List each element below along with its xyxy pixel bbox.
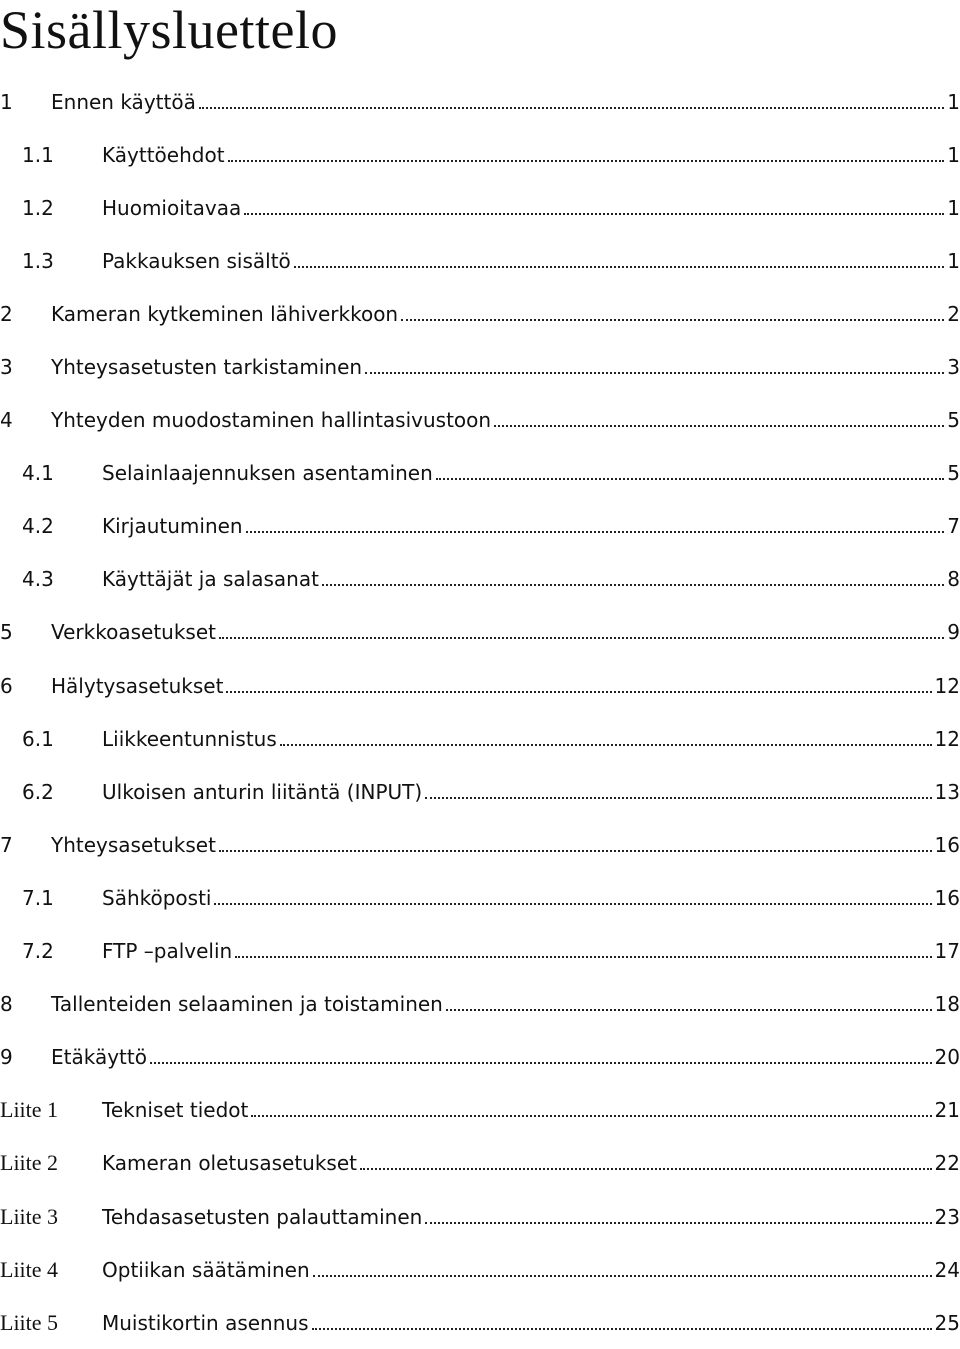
toc-entry-label[interactable]: Pakkauksen sisältö (102, 248, 291, 273)
toc-entry-page-number[interactable]: 22 (934, 1151, 960, 1176)
toc-entry-page-number[interactable]: 1 (947, 142, 960, 167)
toc-entry-number: 7 (0, 832, 13, 857)
toc-entry-page-number[interactable]: 17 (934, 939, 960, 964)
toc-entry[interactable] (0, 606, 960, 659)
toc-entry[interactable] (0, 659, 960, 712)
toc-dot-leader (312, 1328, 932, 1330)
toc-entry-label[interactable]: Etäkäyttö (51, 1045, 147, 1070)
toc-entry-body (51, 978, 960, 1031)
toc-dot-leader (313, 1275, 932, 1277)
toc-dot-leader (446, 1009, 932, 1011)
toc-dot-leader (235, 956, 931, 958)
toc-entry-page-number[interactable]: 12 (934, 726, 960, 751)
toc-entry-number: 7.1 (22, 885, 54, 910)
toc-entry-body (102, 447, 960, 500)
toc-entry-body (102, 1137, 960, 1190)
toc-entry-body (102, 712, 960, 765)
toc-entry-label[interactable]: Tehdasasetusten palauttaminen (102, 1204, 423, 1229)
toc-entry-label[interactable]: Liikkeentunnistus (102, 726, 277, 751)
toc-entry-number: Liite 2 (0, 1150, 59, 1176)
toc-dot-leader (150, 1062, 932, 1064)
toc-entry-label[interactable]: Yhteysasetukset (51, 832, 216, 857)
toc-entry-label[interactable]: Käyttöehdot (102, 142, 225, 167)
toc-entry-number: 4.3 (22, 567, 54, 592)
toc-entry-page-number[interactable]: 1 (947, 248, 960, 273)
toc-entry[interactable] (0, 447, 960, 500)
toc-entry-label[interactable]: Yhteysasetusten tarkistaminen (51, 355, 363, 380)
toc-entry-body (51, 659, 960, 712)
toc-entry[interactable] (0, 128, 960, 181)
toc-dot-leader (360, 1168, 932, 1170)
toc-entry-number: Liite 5 (0, 1309, 59, 1335)
toc-dot-leader (425, 1222, 931, 1224)
toc-dot-leader (214, 903, 931, 905)
toc-entry-label[interactable]: Huomioitavaa (102, 195, 242, 220)
toc-entry-number: 6.1 (22, 726, 54, 751)
toc-entry-number: 6.2 (22, 779, 54, 804)
toc-entry-number: 1.1 (22, 142, 54, 167)
toc-entry[interactable] (0, 1296, 960, 1349)
toc-dot-leader (294, 266, 944, 268)
toc-entry-number: 6 (0, 673, 13, 698)
toc-entry-label[interactable]: Verkkoasetukset (51, 620, 216, 645)
toc-entry[interactable] (0, 871, 960, 924)
toc-entry-label[interactable]: Optiikan säätäminen (102, 1257, 310, 1282)
toc-entry[interactable] (0, 181, 960, 234)
toc-entry-page-number[interactable]: 9 (947, 620, 960, 645)
toc-entry[interactable] (0, 553, 960, 606)
toc-entry-label[interactable]: Kirjautuminen (102, 514, 243, 539)
toc-entry[interactable] (0, 765, 960, 818)
toc-dot-leader (251, 1115, 931, 1117)
toc-entry-body (51, 287, 960, 340)
toc-entry-label[interactable]: Ulkoisen anturin liitäntä (INPUT) (102, 779, 423, 804)
toc-list (0, 75, 960, 1349)
toc-dot-leader (219, 637, 944, 639)
toc-entry-page-number[interactable]: 3 (947, 355, 960, 380)
toc-entry-number: 1.3 (22, 248, 54, 273)
toc-entry[interactable] (0, 75, 960, 128)
toc-entry-number: Liite 3 (0, 1203, 59, 1229)
toc-entry-number: 7.2 (22, 939, 54, 964)
toc-entry[interactable] (0, 340, 960, 393)
toc-entry[interactable] (0, 1084, 960, 1137)
toc-entry-body (51, 394, 960, 447)
toc-entry-page-number[interactable]: 24 (934, 1257, 960, 1282)
toc-entry-page-number[interactable]: 2 (947, 301, 960, 326)
toc-entry-number: Liite 4 (0, 1256, 59, 1282)
toc-entry[interactable] (0, 978, 960, 1031)
toc-dot-leader (365, 372, 944, 374)
toc-entry-label[interactable]: Kameran oletusasetukset (102, 1151, 357, 1176)
toc-entry-number: 1.2 (22, 195, 54, 220)
toc-entry-body (102, 925, 960, 978)
toc-entry[interactable] (0, 1190, 960, 1243)
toc-dot-leader (425, 797, 931, 799)
toc-entry-body (102, 181, 960, 234)
toc-entry-body (51, 606, 960, 659)
toc-entry-body (102, 871, 960, 924)
toc-entry-page-number[interactable]: 20 (934, 1045, 960, 1070)
toc-entry-body (102, 1296, 960, 1349)
toc-entry-label[interactable]: Tekniset tiedot (102, 1098, 249, 1123)
toc-entry-page-number[interactable]: 7 (947, 514, 960, 539)
toc-dot-leader (244, 213, 944, 215)
toc-entry-number: 4.2 (22, 514, 54, 539)
toc-dot-leader (199, 107, 944, 109)
toc-entry-page-number[interactable]: 18 (934, 992, 960, 1017)
toc-entry-body (51, 818, 960, 871)
toc-entry-label[interactable]: Hälytysasetukset (51, 673, 224, 698)
toc-entry-number: 2 (0, 301, 13, 326)
toc-entry-body (102, 234, 960, 287)
toc-entry-number: 9 (0, 1045, 13, 1070)
toc-dot-leader (280, 744, 932, 746)
toc-entry-page-number[interactable]: 21 (934, 1098, 960, 1123)
toc-entry[interactable] (0, 818, 960, 871)
toc-entry-page-number[interactable]: 1 (947, 89, 960, 114)
toc-entry-body (102, 1190, 960, 1243)
toc-entry[interactable] (0, 1031, 960, 1084)
toc-entry-number: 4 (0, 408, 13, 433)
toc-entry-page-number[interactable]: 1 (947, 195, 960, 220)
toc-dot-leader (226, 691, 931, 693)
toc-dot-leader (228, 160, 945, 162)
toc-entry-number: 3 (0, 355, 13, 380)
toc-entry-label[interactable]: Ennen käyttöä (51, 89, 196, 114)
toc-entry-label[interactable]: Kameran kytkeminen lähiverkkoon (51, 301, 399, 326)
toc-entry-page-number[interactable]: 8 (947, 567, 960, 592)
toc-entry-number: 1 (0, 89, 13, 114)
toc-entry-body (102, 500, 960, 553)
toc-entry[interactable] (0, 712, 960, 765)
toc-entry[interactable] (0, 500, 960, 553)
toc-title: Sisällysluettelo (0, 0, 338, 60)
toc-entry[interactable] (0, 1243, 960, 1296)
toc-dot-leader (322, 584, 944, 586)
toc-entry-body (51, 75, 960, 128)
toc-entry-label[interactable]: Sähköposti (102, 885, 212, 910)
toc-entry-page-number[interactable]: 12 (934, 673, 960, 698)
toc-entry-body (102, 128, 960, 181)
toc-entry-page-number[interactable]: 23 (934, 1204, 960, 1229)
toc-entry-label[interactable]: Muistikortin asennus (102, 1310, 309, 1335)
toc-entry-page-number[interactable]: 5 (947, 408, 960, 433)
toc-entry-number: 4.1 (22, 461, 54, 486)
toc-entry-page-number[interactable]: 16 (934, 832, 960, 857)
toc-dot-leader (401, 319, 944, 321)
toc-dot-leader (246, 531, 945, 533)
toc-entry-body (102, 1084, 960, 1137)
toc-entry[interactable] (0, 925, 960, 978)
toc-entry-label[interactable]: Tallenteiden selaaminen ja toistaminen (51, 992, 443, 1017)
toc-entry-label[interactable]: Käyttäjät ja salasanat (102, 567, 319, 592)
toc-entry-body (102, 553, 960, 606)
toc-entry-body (51, 1031, 960, 1084)
toc-dot-leader (436, 478, 944, 480)
toc-entry-number: Liite 1 (0, 1097, 59, 1123)
toc-entry-body (102, 765, 960, 818)
toc-entry-page-number[interactable]: 13 (934, 779, 960, 804)
toc-entry-body (51, 340, 960, 393)
toc-entry-body (102, 1243, 960, 1296)
toc-dot-leader (219, 850, 932, 852)
toc-entry-label[interactable]: Selainlaajennuksen asentaminen (102, 461, 433, 486)
toc-entry[interactable] (0, 1137, 960, 1190)
toc-entry[interactable] (0, 234, 960, 287)
toc-entry[interactable] (0, 287, 960, 340)
toc-entry-number: 5 (0, 620, 13, 645)
toc-entry-page-number[interactable]: 16 (934, 885, 960, 910)
toc-dot-leader (494, 425, 944, 427)
toc-entry-page-number[interactable]: 5 (947, 461, 960, 486)
toc-entry-page-number[interactable]: 25 (934, 1310, 960, 1335)
toc-entry-label[interactable]: FTP –palvelin (102, 939, 233, 964)
toc-entry[interactable] (0, 394, 960, 447)
toc-entry-label[interactable]: Yhteyden muodostaminen hallintasivustoon (51, 408, 492, 433)
toc-entry-number: 8 (0, 992, 13, 1017)
